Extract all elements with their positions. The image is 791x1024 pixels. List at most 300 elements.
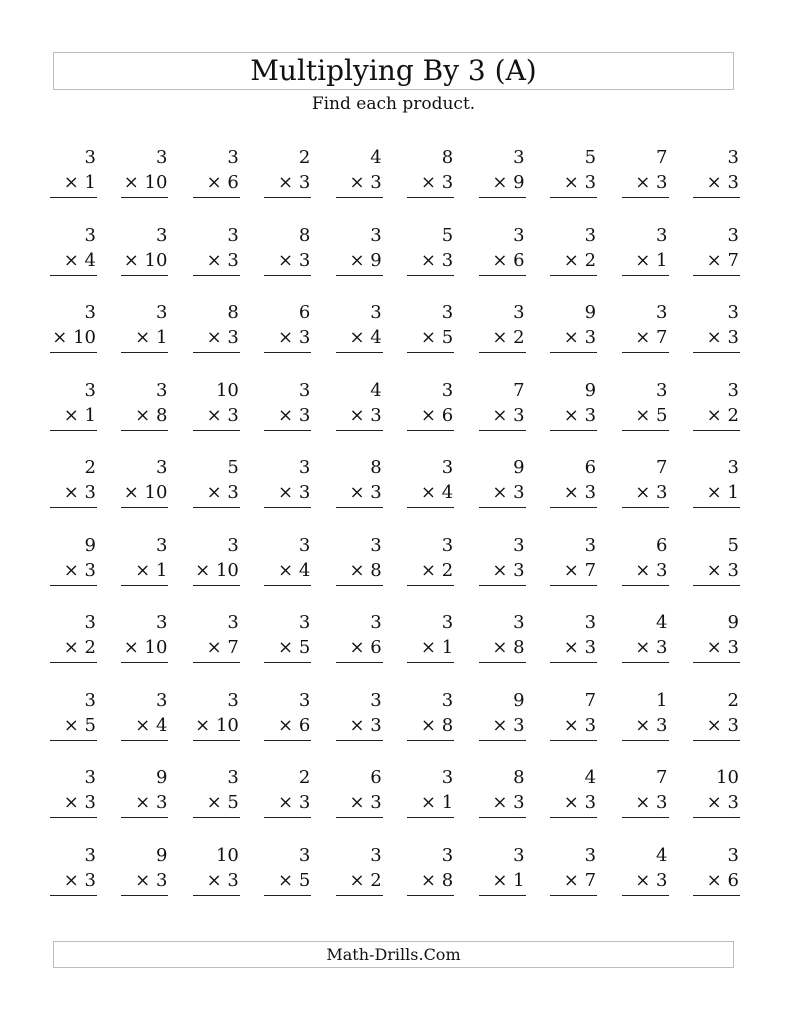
answer-line — [407, 585, 454, 586]
multiplier-line — [336, 558, 383, 583]
times-sign: × — [206, 172, 222, 193]
multiplier: 3 — [227, 482, 239, 503]
multiplication-problem — [407, 610, 454, 688]
multiplier-line — [336, 713, 383, 738]
multiplier: 3 — [298, 249, 311, 271]
multiplicand: 9 — [84, 534, 96, 556]
multiplication-problem — [407, 843, 454, 921]
multiplier-line — [193, 868, 240, 893]
multiplicand: 3 — [84, 147, 96, 168]
multiplication-problem — [693, 223, 740, 301]
multiplication-problem — [264, 610, 311, 688]
multiplier: 4 — [84, 249, 96, 271]
times-sign: × — [706, 714, 722, 736]
multiplier-line — [50, 868, 97, 893]
times-sign: × — [492, 714, 508, 736]
multiplier-line — [693, 558, 740, 583]
multiplier: 3 — [656, 637, 668, 658]
answer-line — [550, 740, 597, 741]
answer-line — [193, 197, 240, 198]
times-sign: × — [563, 172, 579, 193]
answer-line — [550, 352, 597, 353]
multiplier-line — [50, 403, 97, 428]
multiplication-problem — [550, 145, 597, 223]
multiplicand: 3 — [441, 767, 454, 788]
multiplier-line — [50, 170, 97, 195]
multiplication-problem — [407, 145, 454, 223]
multiplication-problem — [50, 765, 97, 843]
multiplicand: 3 — [227, 534, 239, 556]
answer-line — [407, 817, 454, 818]
answer-line — [693, 507, 740, 508]
multiplicand: 2 — [84, 457, 96, 478]
multiplication-problem — [193, 223, 240, 301]
multiplicand: 3 — [227, 767, 239, 788]
multiplicand: 3 — [584, 844, 597, 866]
multiplication-problem — [121, 765, 168, 843]
multiplication-problem — [193, 455, 240, 533]
times-sign: × — [563, 482, 579, 503]
times-sign: × — [563, 869, 579, 891]
multiplier-line — [693, 790, 740, 815]
multiplier-line — [479, 480, 526, 505]
multiplier: 3 — [298, 792, 311, 813]
multiplier-line — [622, 170, 669, 195]
problem-row — [50, 533, 740, 611]
multiplier-line — [264, 248, 311, 273]
times-sign: × — [63, 559, 79, 581]
multiplication-problem — [264, 688, 311, 766]
multiplier: 2 — [84, 637, 96, 658]
multiplication-problem — [622, 145, 669, 223]
multiplicand: 7 — [656, 767, 668, 788]
times-sign: × — [195, 559, 211, 581]
multiplicand: 10 — [716, 767, 739, 788]
multiplier-line — [121, 480, 168, 505]
multiplier-line — [693, 713, 740, 738]
multiplier-line — [479, 170, 526, 195]
answer-line — [121, 430, 168, 431]
multiplicand: 3 — [84, 224, 96, 246]
instructions: Find each product. — [311, 94, 476, 114]
multiplication-problem — [693, 533, 740, 611]
multiplier-line — [264, 868, 311, 893]
multiplication-problem — [336, 223, 383, 301]
multiplicand: 3 — [513, 612, 525, 633]
multiplier-line — [622, 325, 669, 350]
multiplier: 10 — [144, 172, 168, 193]
multiplier-line — [550, 713, 597, 738]
answer-line — [50, 352, 97, 353]
answer-line — [693, 817, 740, 818]
multiplication-problem — [479, 145, 526, 223]
times-sign: × — [349, 172, 365, 193]
multiplier-line — [121, 248, 168, 273]
multiplicand: 3 — [298, 379, 311, 401]
multiplier: 1 — [513, 869, 525, 891]
multiplier: 6 — [727, 869, 739, 891]
answer-line — [693, 197, 740, 198]
multiplier: 3 — [84, 482, 96, 503]
multiplier: 6 — [441, 404, 454, 426]
answer-line — [264, 197, 311, 198]
multiplication-problem — [121, 610, 168, 688]
multiplier: 3 — [84, 869, 96, 891]
multiplier: 3 — [84, 559, 96, 581]
answer-line — [193, 740, 240, 741]
multiplication-problem — [121, 688, 168, 766]
multiplier-line — [121, 790, 168, 815]
multiplication-problem — [264, 223, 311, 301]
times-sign: × — [206, 869, 222, 891]
times-sign: × — [492, 869, 508, 891]
answer-line — [121, 662, 168, 663]
multiplier-line — [336, 790, 383, 815]
multiplier-line — [693, 248, 740, 273]
multiplication-problem — [622, 610, 669, 688]
answer-line — [550, 817, 597, 818]
multiplicand: 3 — [727, 457, 739, 478]
multiplier: 10 — [215, 559, 239, 581]
multiplication-problem — [264, 300, 311, 378]
multiplier-line — [693, 325, 740, 350]
multiplication-problem — [121, 145, 168, 223]
multiplication-problem — [50, 455, 97, 533]
answer-line — [336, 352, 383, 353]
multiplication-problem — [336, 765, 383, 843]
multiplicand: 3 — [513, 844, 525, 866]
answer-line — [550, 662, 597, 663]
multiplier-line — [622, 558, 669, 583]
multiplier: 3 — [727, 559, 739, 581]
multiplier: 3 — [513, 714, 525, 736]
answer-line — [336, 585, 383, 586]
times-sign: × — [563, 249, 579, 271]
multiplier: 3 — [370, 792, 382, 813]
times-sign: × — [492, 559, 508, 581]
multiplier: 9 — [513, 172, 525, 193]
multiplicand: 3 — [513, 534, 525, 556]
multiplication-problem — [336, 688, 383, 766]
times-sign: × — [349, 792, 365, 813]
times-sign: × — [420, 869, 436, 891]
answer-line — [479, 275, 526, 276]
multiplicand: 3 — [727, 379, 739, 401]
multiplier: 3 — [727, 792, 739, 813]
multiplicand: 3 — [513, 302, 525, 323]
multiplier: 10 — [144, 482, 168, 503]
answer-line — [622, 430, 669, 431]
multiplier: 2 — [441, 559, 454, 581]
multiplicand: 7 — [656, 457, 668, 478]
multiplier-line — [479, 403, 526, 428]
multiplier-line — [693, 480, 740, 505]
multiplicand: 6 — [656, 534, 668, 556]
multiplier: 8 — [513, 637, 525, 658]
multiplier: 3 — [727, 714, 739, 736]
multiplier: 2 — [370, 869, 382, 891]
multiplication-problem — [550, 455, 597, 533]
multiplicand: 3 — [298, 534, 311, 556]
answer-line — [50, 662, 97, 663]
answer-line — [193, 352, 240, 353]
multiplicand: 3 — [227, 224, 239, 246]
multiplication-problem — [479, 765, 526, 843]
multiplier-line — [407, 325, 454, 350]
multiplier-line — [407, 713, 454, 738]
multiplication-problem — [193, 378, 240, 456]
multiplicand: 3 — [84, 844, 96, 866]
multiplicand: 3 — [298, 844, 311, 866]
multiplication-problem — [50, 610, 97, 688]
multiplier: 5 — [84, 714, 96, 736]
answer-line — [50, 430, 97, 431]
answer-line — [407, 430, 454, 431]
multiplication-problem — [264, 145, 311, 223]
multiplication-problem — [693, 843, 740, 921]
multiplication-problem — [479, 300, 526, 378]
times-sign: × — [563, 327, 579, 348]
multiplication-problem — [479, 455, 526, 533]
answer-line — [336, 275, 383, 276]
times-sign: × — [63, 869, 79, 891]
multiplier-line — [693, 403, 740, 428]
times-sign: × — [349, 559, 365, 581]
multiplication-problem — [693, 765, 740, 843]
times-sign: × — [278, 327, 294, 348]
times-sign: × — [278, 172, 294, 193]
problem-row — [50, 455, 740, 533]
multiplication-problem — [336, 300, 383, 378]
multiplication-problem — [264, 533, 311, 611]
answer-line — [121, 585, 168, 586]
multiplier: 5 — [298, 869, 311, 891]
multiplier-line — [50, 790, 97, 815]
multiplicand: 3 — [84, 689, 96, 711]
times-sign: × — [706, 559, 722, 581]
answer-line — [479, 585, 526, 586]
times-sign: × — [195, 714, 211, 736]
multiplier-line — [550, 635, 597, 660]
multiplier-line — [622, 480, 669, 505]
answer-line — [264, 430, 311, 431]
times-sign: × — [349, 714, 365, 736]
multiplicand: 3 — [155, 147, 168, 168]
multiplier: 1 — [155, 327, 168, 348]
multiplier: 1 — [84, 172, 96, 193]
answer-line — [193, 430, 240, 431]
multiplier: 1 — [155, 559, 168, 581]
times-sign: × — [123, 172, 139, 193]
answer-line — [622, 507, 669, 508]
answer-line — [193, 895, 240, 896]
multiplier: 10 — [144, 637, 168, 658]
problem-row — [50, 223, 740, 301]
multiplier-line — [50, 558, 97, 583]
answer-line — [479, 662, 526, 663]
answer-line — [193, 275, 240, 276]
multiplicand: 3 — [441, 612, 454, 633]
multiplication-problem — [550, 223, 597, 301]
multiplicand: 3 — [370, 689, 382, 711]
problem-row — [50, 145, 740, 223]
answer-line — [50, 275, 97, 276]
multiplication-problem — [550, 688, 597, 766]
answer-line — [264, 817, 311, 818]
multiplicand: 3 — [155, 379, 168, 401]
multiplier: 3 — [513, 792, 525, 813]
answer-line — [479, 817, 526, 818]
multiplicand: 1 — [656, 689, 668, 711]
answer-line — [479, 740, 526, 741]
multiplier-line — [407, 635, 454, 660]
answer-line — [264, 352, 311, 353]
answer-line — [622, 585, 669, 586]
times-sign: × — [635, 249, 651, 271]
multiplication-problem — [50, 843, 97, 921]
multiplication-problem — [336, 145, 383, 223]
multiplier-line — [336, 325, 383, 350]
multiplier-line — [336, 480, 383, 505]
answer-line — [336, 895, 383, 896]
times-sign: × — [635, 482, 651, 503]
answer-line — [121, 895, 168, 896]
multiplication-problem — [121, 300, 168, 378]
times-sign: × — [123, 637, 139, 658]
times-sign: × — [563, 714, 579, 736]
multiplicand: 3 — [727, 224, 739, 246]
multiplication-problem — [121, 378, 168, 456]
multiplication-problem — [693, 688, 740, 766]
multiplicand: 3 — [84, 767, 96, 788]
multiplier-line — [264, 558, 311, 583]
times-sign: × — [63, 482, 79, 503]
answer-line — [121, 352, 168, 353]
answer-line — [50, 197, 97, 198]
multiplier: 3 — [370, 714, 382, 736]
multiplier: 2 — [727, 404, 739, 426]
multiplicand: 5 — [441, 224, 454, 246]
multiplicand: 3 — [370, 844, 382, 866]
times-sign: × — [135, 404, 151, 426]
answer-line — [121, 275, 168, 276]
multiplier-line — [50, 248, 97, 273]
multiplier: 3 — [298, 482, 311, 503]
multiplicand: 9 — [513, 689, 525, 711]
multiplier: 3 — [584, 714, 597, 736]
times-sign: × — [63, 637, 79, 658]
multiplicand: 2 — [298, 767, 311, 788]
answer-line — [693, 740, 740, 741]
times-sign: × — [206, 327, 222, 348]
times-sign: × — [706, 249, 722, 271]
multiplier-line — [264, 403, 311, 428]
times-sign: × — [492, 637, 508, 658]
answer-line — [479, 895, 526, 896]
times-sign: × — [420, 404, 436, 426]
times-sign: × — [492, 249, 508, 271]
multiplier-line — [50, 713, 97, 738]
multiplicand: 3 — [584, 534, 597, 556]
multiplier-line — [479, 635, 526, 660]
multiplicand: 8 — [513, 767, 525, 788]
multiplication-problem — [193, 300, 240, 378]
multiplication-problem — [50, 378, 97, 456]
multiplication-problem — [622, 223, 669, 301]
multiplier: 7 — [584, 559, 597, 581]
multiplicand: 3 — [155, 224, 168, 246]
multiplicand: 4 — [370, 147, 382, 168]
multiplier-line — [336, 170, 383, 195]
times-sign: × — [135, 714, 151, 736]
multiplicand: 2 — [298, 147, 311, 168]
times-sign: × — [52, 327, 68, 348]
multiplication-problem — [336, 378, 383, 456]
times-sign: × — [706, 172, 722, 193]
multiplier: 7 — [656, 327, 668, 348]
multiplier: 3 — [727, 172, 739, 193]
multiplier-line — [407, 558, 454, 583]
times-sign: × — [492, 792, 508, 813]
multiplier: 10 — [144, 249, 168, 271]
multiplication-problem — [264, 378, 311, 456]
multiplier-line — [693, 635, 740, 660]
times-sign: × — [706, 327, 722, 348]
multiplier: 6 — [227, 172, 239, 193]
multiplicand: 3 — [441, 302, 454, 323]
multiplier: 8 — [370, 559, 382, 581]
multiplier: 3 — [656, 482, 668, 503]
times-sign: × — [123, 249, 139, 271]
multiplication-problem — [193, 765, 240, 843]
multiplicand: 6 — [584, 457, 597, 478]
multiplicand: 3 — [298, 689, 311, 711]
multiplicand: 3 — [727, 147, 739, 168]
multiplier: 3 — [656, 714, 668, 736]
answer-line — [622, 895, 669, 896]
times-sign: × — [349, 637, 365, 658]
multiplier-line — [121, 170, 168, 195]
multiplicand: 2 — [727, 689, 739, 711]
multiplicand: 3 — [584, 612, 597, 633]
multiplier: 3 — [84, 792, 96, 813]
multiplicand: 3 — [513, 147, 525, 168]
multiplier: 5 — [227, 792, 239, 813]
multiplication-problem — [193, 145, 240, 223]
times-sign: × — [492, 404, 508, 426]
multiplication-problem — [336, 610, 383, 688]
multiplication-problem — [121, 533, 168, 611]
times-sign: × — [420, 172, 436, 193]
multiplier-line — [550, 248, 597, 273]
multiplier: 3 — [513, 482, 525, 503]
multiplier-line — [479, 868, 526, 893]
times-sign: × — [563, 792, 579, 813]
multiplication-problem — [479, 688, 526, 766]
multiplier-line — [264, 790, 311, 815]
multiplier: 3 — [584, 327, 597, 348]
multiplier: 3 — [584, 482, 597, 503]
multiplication-problem — [479, 378, 526, 456]
multiplication-problem — [50, 533, 97, 611]
multiplicand: 3 — [370, 224, 382, 246]
multiplicand: 3 — [227, 612, 239, 633]
answer-line — [479, 507, 526, 508]
multiplication-problem — [407, 688, 454, 766]
multiplier-line — [479, 790, 526, 815]
multiplier: 3 — [298, 172, 311, 193]
multiplicand: 5 — [227, 457, 239, 478]
